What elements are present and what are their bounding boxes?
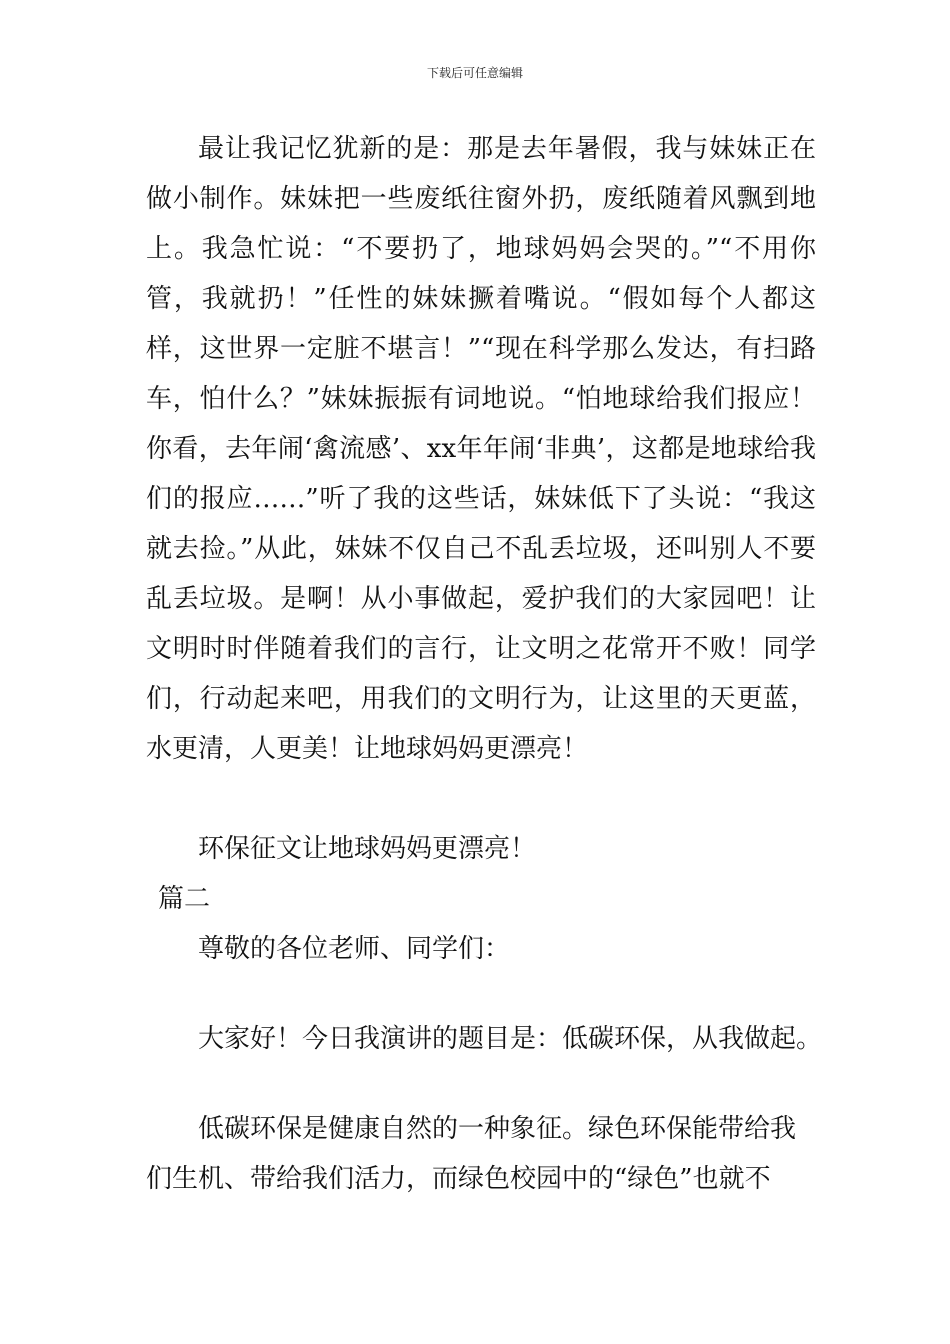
paragraph-low-carbon-line2: 们生机、带给我们活力，而绿色校园中的“绿色”也就不 — [146, 1164, 771, 1194]
speech-intro: 大家好！今日我演讲的题目是：低碳环保，从我做起。 — [198, 1024, 823, 1054]
section-label: 篇二 — [158, 884, 211, 914]
page-header-note: 下载后可任意编辑 — [426, 66, 523, 80]
paragraph-low-carbon-line1: 低碳环保是健康自然的一种象征。绿色环保能带给我 — [198, 1114, 797, 1144]
speech-greeting: 尊敬的各位老师、同学们： — [198, 934, 511, 964]
spacer — [146, 1064, 816, 1104]
document-body — [146, 124, 823, 1204]
spacer — [146, 974, 816, 1014]
spacer — [146, 774, 816, 824]
paragraph-memory-story: 最让我记忆犹新的是：那是去年暑假，我与妹妹正在做小制作。妹妹把一些废纸往窗外扔，废纸随着风飘到地上。我急忙说：“不要扔了，地球妈妈会哭的。”“不用你管，我就扔！”任性的妹妹撅着嘴说。“假如每个人都这样，这世界一定脏不堪言！”“现在科学那么发达，有扫路车，怕什么？”妹妹振振有词地说。“怕地球给我们报应！你看，去年闹‘禽流感’、xx年年闹‘非典’，这都是地球给我们的报应……”听了我的这些话，妹妹低下了头说：“我这就去捡。”从此，妹妹不仅自己不乱丢垃圾，还叫别人不要乱丢垃圾。是啊！从小事做起，爱护我们的大家园吧！让文明时时伴随着我们的言行，让文明之花常开不败！同学们，行动起来吧，用我们的文明行为，让这里的天更蓝，水更清，人更美！让地球妈妈更漂亮！ — [146, 134, 816, 764]
essay-title-line: 环保征文让地球妈妈更漂亮！ — [198, 834, 537, 864]
